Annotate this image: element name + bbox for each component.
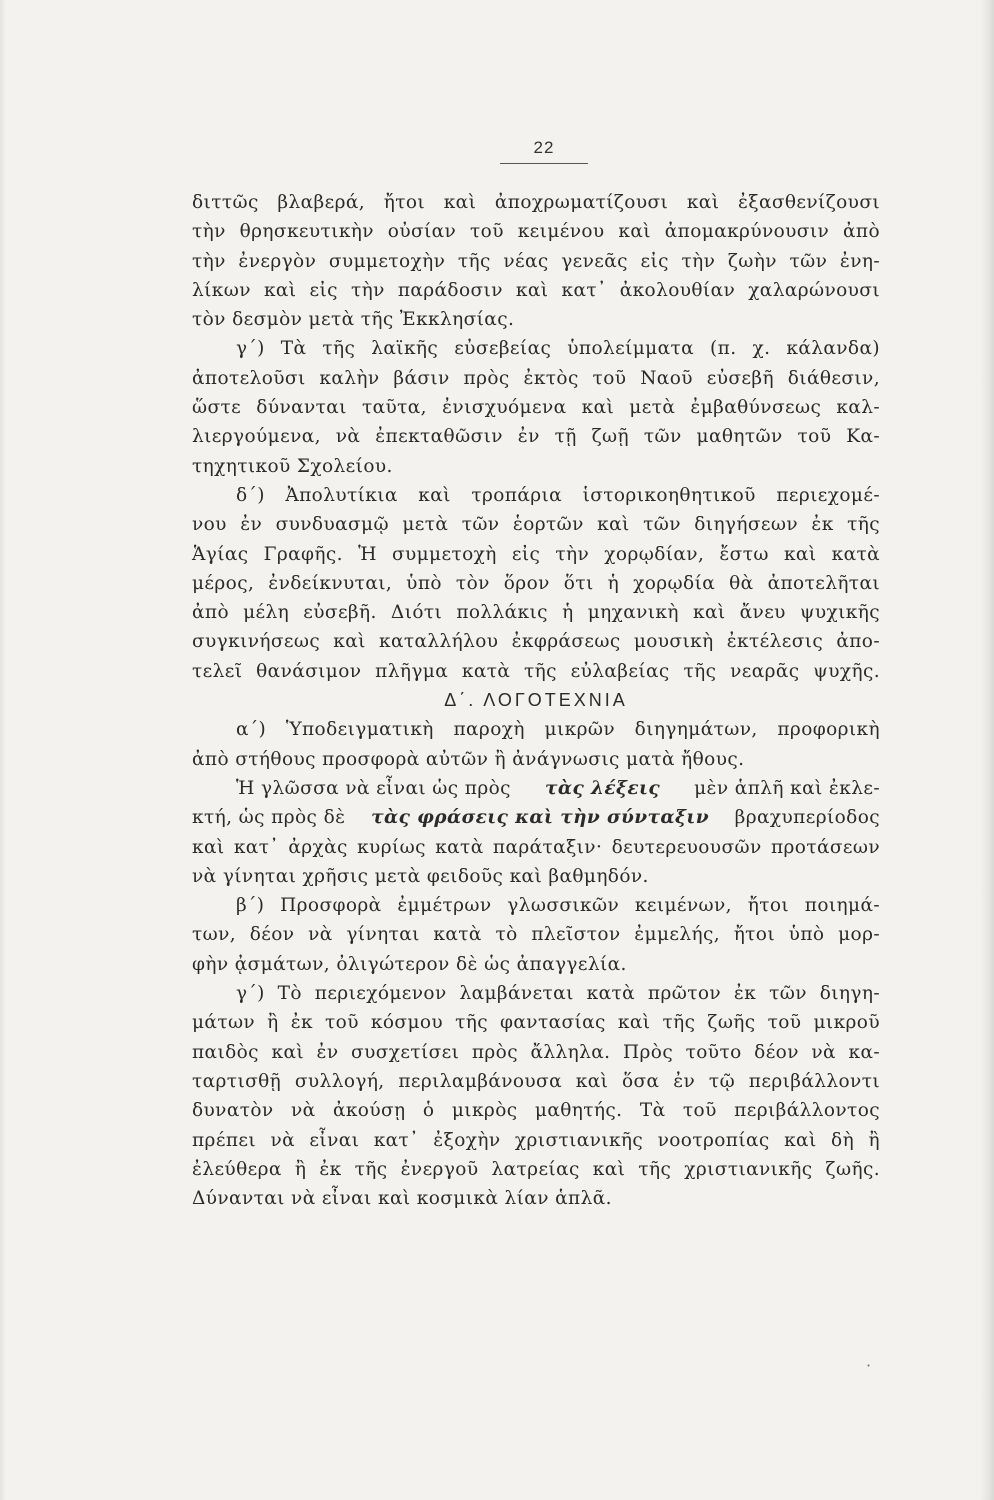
text-line-emphasis — [192, 803, 880, 832]
page-number: 22 — [533, 138, 555, 157]
text-line: των, δέον νὰ γίνηται κατὰ τὸ πλεῖστον ἐμμελής, ἤτοι ὑπὸ μορ- — [192, 924, 880, 946]
body-text — [192, 188, 880, 1213]
text-line: τὴν ἐνεργὸν συμμετοχὴν τῆς νέας γενεᾶς εἰς τὴν ζωὴν τῶν ἐνη- — [192, 250, 880, 272]
emphasis-text: τὰς φράσεις καὶ τὴν σύνταξιν — [371, 807, 709, 829]
text-line: γ΄) Τὸ περιεχόμενον λαμβάνεται κατὰ πρῶτον ἐκ τῶν διηγη- — [236, 983, 880, 1005]
text-line: μέρος, ἐνδείκνυται, ὑπὸ τὸν ὅρον ὅτι ἡ χορῳδία θὰ ἀποτελῆται — [192, 572, 880, 594]
text-line: γ΄) Τὰ τῆς λαϊκῆς εὐσεβείας ὑπολείμματα (π. χ. κάλανδα) — [236, 338, 880, 360]
text-line: ἀποτελοῦσι καλὴν βάσιν πρὸς ἐκτὸς τοῦ Ναοῦ εὐσεβῆ διάθεσιν, — [192, 367, 880, 389]
text-segment: βραχυπερίοδος — [728, 807, 880, 829]
text-line: τηχητικοῦ Σχολείου. — [192, 455, 393, 477]
text-line: τὴν θρησκευτικὴν οὐσίαν τοῦ κειμένου καὶ ἀπομακρύνουσιν ἀπὸ — [192, 221, 880, 243]
text-line: διττῶς βλαβερά, ἤτοι καὶ ἀποχρωματίζουσι καὶ ἐξασθενίζουσι — [192, 192, 880, 213]
text-segment: Ἡ γλῶσσα νὰ εἶναι ὡς πρὸς — [236, 777, 518, 799]
text-line: β΄) Προσφορὰ ἐμμέτρων γλωσσικῶν κειμένων, ἤτοι ποιημά- — [236, 895, 880, 917]
text-line: τὸν δεσμὸν μετὰ τῆς Ἐκκλησίας. — [192, 309, 515, 331]
text-line: καὶ κατ᾿ ἀρχὰς κυρίως κατὰ παράταξιν· δευτερευουσῶν προτάσεων — [192, 836, 880, 858]
text-line: ἀπὸ μέλη εὐσεβῆ. Διότι πολλάκις ἡ μηχανικὴ καὶ ἄνευ ψυχικῆς — [192, 602, 880, 624]
text-line: φὴν ᾀσμάτων, ὀλιγώτερον δὲ ὡς ἀπαγγελία. — [192, 953, 627, 975]
pencil-mark: · — [866, 1356, 872, 1375]
text-line: λιεργούμενα, νὰ ἐπεκταθῶσιν ἐν τῇ ζωῇ τῶν μαθητῶν τοῦ Κα- — [192, 426, 880, 448]
text-line: α΄) Ὑποδειγματικὴ παροχὴ μικρῶν διηγημάτων, προφορικὴ — [236, 719, 880, 741]
text-line: Δύνανται νὰ εἶναι καὶ κοσμικὰ λίαν ἁπλᾶ. — [192, 1188, 612, 1210]
text-segment: μὲν ἁπλῆ καὶ ἐκλε- — [687, 777, 880, 799]
text-line: δυνατὸν νὰ ἀκούσῃ ὁ μικρὸς μαθητής. Τὰ τοῦ περιβάλλοντος — [192, 1100, 880, 1122]
text-line: ὥστε δύνανται ταῦτα, ἐνισχυόμενα καὶ μετὰ ἐμβαθύνσεως καλ- — [192, 397, 880, 419]
text-line: νου ἐν συνδυασμῷ μετὰ τῶν ἑορτῶν καὶ τῶν διηγήσεων ἐκ τῆς — [192, 514, 880, 536]
text-line: ἀπὸ στήθους προσφορὰ αὐτῶν ἢ ἀνάγνωσις ματὰ ἤθους. — [192, 748, 745, 770]
page-number-rule — [500, 163, 588, 164]
text-line: νὰ γίνηται χρῆσις μετὰ φειδοῦς καὶ βαθμηδόν. — [192, 865, 649, 887]
text-line: δ΄) Ἀπολυτίκια καὶ τροπάρια ἱστορικοηθητικοῦ περιεχομέ- — [236, 484, 880, 506]
text-line-emphasis — [192, 774, 880, 803]
page-left-edge — [0, 0, 6, 1500]
text-line: ἐλεύθερα ἢ ἐκ τῆς ἐνεργοῦ λατρείας καὶ τῆς χριστιανικῆς ζωῆς. — [192, 1158, 880, 1180]
section-heading: Δ΄. ΛΟΓΟΤΕΧΝΙΑ — [444, 690, 628, 711]
text-line: μάτων ἢ ἐκ τοῦ κόσμου τῆς φαντασίας καὶ τῆς ζωῆς τοῦ μικροῦ — [192, 1012, 880, 1034]
text-line: ταρτισθῇ συλλογή, περιλαμβάνουσα καὶ ὅσα ἐν τῷ περιβάλλοντι — [192, 1070, 880, 1092]
text-segment: κτή, ὡς πρὸς δὲ — [192, 807, 352, 829]
text-line: τελεῖ θανάσιμον πλῆγμα κατὰ τῆς εὐλαβείας τῆς νεαρᾶς ψυχῆς. — [192, 660, 880, 682]
emphasis-text: τὰς λέξεις — [545, 777, 661, 799]
page-right-edge — [980, 0, 994, 1500]
text-line: λίκων καὶ εἰς τὴν παράδοσιν καὶ κατ᾿ ἀκολουθίαν χαλαρώνουσι — [192, 279, 880, 301]
text-line: πρέπει νὰ εἶναι κατ᾿ ἐξοχὴν χριστιανικῆς νοοτροπίας καὶ δὴ ἢ — [192, 1129, 880, 1151]
text-line: Ἁγίας Γραφῆς. Ἡ συμμετοχὴ εἰς τὴν χορῳδίαν, ἔστω καὶ κατὰ — [192, 543, 880, 565]
text-line: παιδὸς καὶ ἐν συσχετίσει πρὸς ἄλληλα. Πρὸς τοῦτο δέον νὰ κα- — [192, 1041, 880, 1063]
text-line: συγκινήσεως καὶ καταλλήλου ἐκφράσεως μουσικὴ ἐκτέλεσις ἀπο- — [192, 631, 880, 653]
